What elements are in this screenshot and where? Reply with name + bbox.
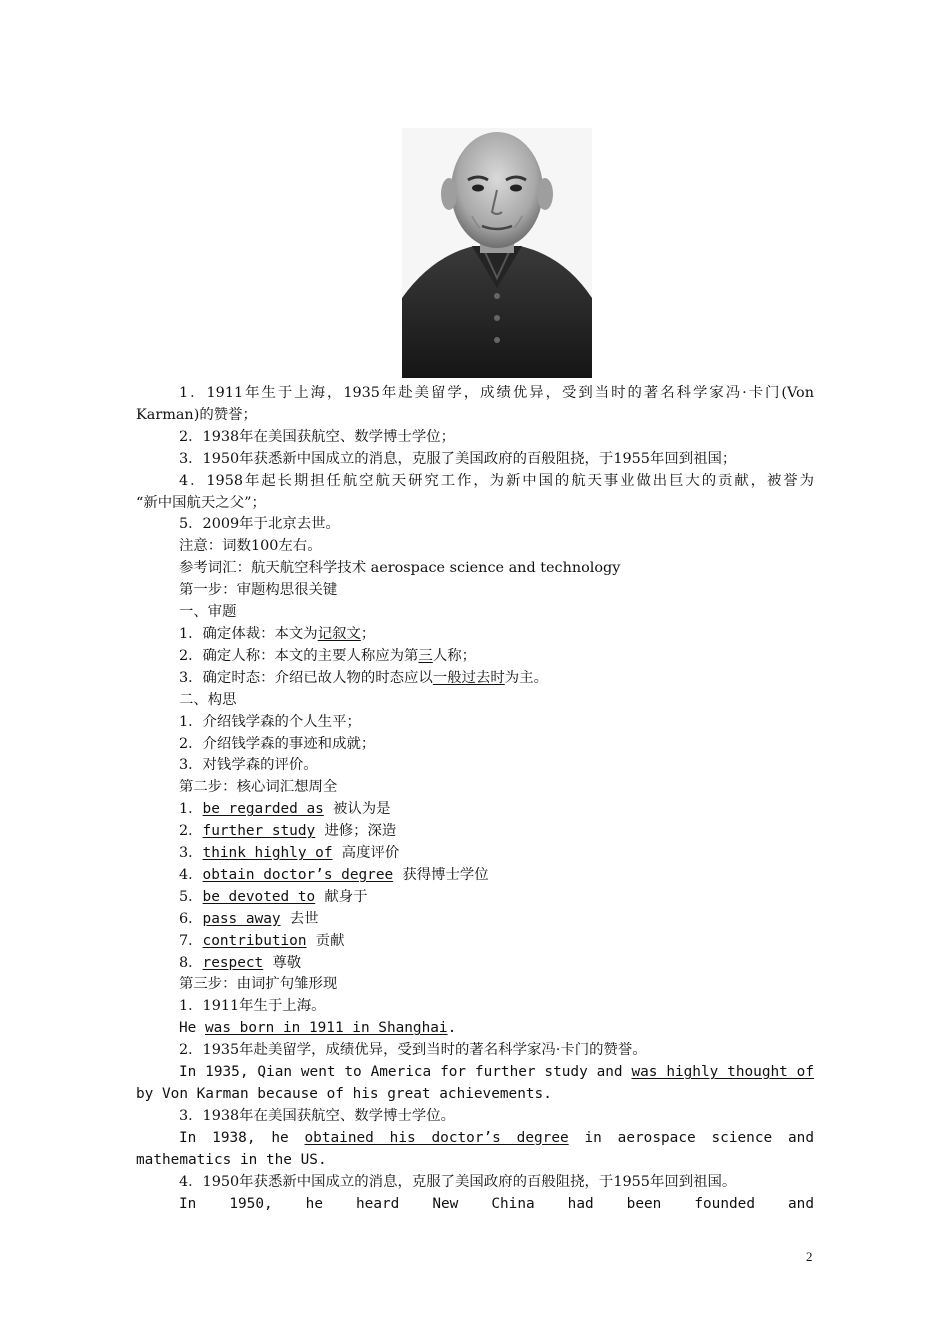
step-1-heading: 第一步：审题构思很关键 bbox=[179, 582, 338, 599]
body-text bbox=[136, 383, 814, 1215]
sentence-3-answer: In 1938, he obtained his doctor’s degree in aerospace science and mathematics in the US. bbox=[136, 1129, 814, 1168]
vocab-english: think highly of bbox=[202, 845, 333, 862]
vocab-english: further study bbox=[202, 823, 316, 840]
sentence-4-answer: In 1950, he heard New China had been founded and bbox=[179, 1195, 814, 1212]
vocab-chinese: 尊敬 bbox=[272, 954, 302, 971]
analysis-person: 2．确定人称：本文的主要人称应为第三人称； bbox=[179, 647, 477, 664]
vocab-item: 3．think highly of 高度评价 bbox=[179, 845, 400, 862]
word-count-note: 注意：词数100左右。 bbox=[179, 538, 322, 555]
page-number: 2 bbox=[806, 1249, 813, 1264]
vocab-chinese: 进修；深造 bbox=[324, 823, 397, 840]
fact-4-line-2: “新中国航天之父”； bbox=[136, 494, 266, 511]
sentence-1-prompt: 1．1911年生于上海。 bbox=[179, 998, 326, 1015]
answer-blank: was born in 1911 in Shanghai bbox=[205, 1020, 448, 1037]
outline-item-1: 1．介绍钱学森的个人生平； bbox=[179, 713, 361, 730]
reference-vocabulary: 参考词汇：航天航空科学技术 aerospace science and technology bbox=[179, 560, 621, 577]
vocab-item: 7．contribution 贡献 bbox=[179, 932, 345, 949]
fact-3: 3．1950年获悉新中国成立的消息，克服了美国政府的百般阻挠，于1955年回到祖国； bbox=[179, 450, 737, 467]
sentence-2-prompt: 2．1935年赴美留学，成绩优异，受到当时的著名科学家冯·卡门的赞誉。 bbox=[179, 1042, 647, 1059]
answer-blank: 三 bbox=[418, 647, 433, 664]
vocab-chinese: 高度评价 bbox=[341, 845, 400, 862]
vocab-english: pass away bbox=[202, 910, 281, 927]
vocab-english: obtain doctor’s degree bbox=[202, 866, 394, 883]
vocab-chinese: 去世 bbox=[289, 910, 319, 927]
analysis-genre: 1．确定体裁：本文为记叙文； bbox=[179, 625, 376, 642]
fact-1-line-2: Karman)的赞誉； bbox=[136, 406, 257, 423]
vocab-item: 5．be devoted to 献身于 bbox=[179, 888, 368, 905]
sentence-1-answer: He was born in 1911 in Shanghai. bbox=[179, 1020, 457, 1037]
section-outline-heading: 二、构思 bbox=[179, 691, 237, 708]
vocab-english: be regarded as bbox=[202, 801, 324, 818]
answer-blank: obtained his doctor’s degree bbox=[304, 1129, 569, 1146]
sentence-3-prompt: 3．1938年在美国获航空、数学博士学位。 bbox=[179, 1107, 456, 1124]
answer-blank: 记叙文 bbox=[317, 625, 361, 642]
vocab-chinese: 献身于 bbox=[324, 888, 368, 905]
section-analysis-heading: 一、审题 bbox=[179, 604, 237, 621]
vocab-item: 4．obtain doctor’s degree 获得博士学位 bbox=[179, 866, 489, 883]
vocab-item: 2．further study 进修；深造 bbox=[179, 823, 397, 840]
sentence-2-answer: In 1935, Qian went to America for further study and was highly thought of by Von Karman because of his great achievements. bbox=[136, 1064, 814, 1102]
fact-2: 2．1938年在美国获航空、数学博士学位； bbox=[179, 428, 456, 445]
answer-blank: 一般过去时 bbox=[432, 669, 505, 686]
vocab-english: respect bbox=[202, 954, 264, 971]
vocab-item: 8．respect 尊敬 bbox=[179, 954, 302, 971]
fact-5: 5．2009年于北京去世。 bbox=[179, 516, 340, 533]
vocab-english: be devoted to bbox=[202, 888, 316, 905]
vocab-english: contribution bbox=[202, 932, 307, 949]
analysis-tense: 3．确定时态：介绍已故人物的时态应以一般过去时为主。 bbox=[179, 669, 548, 686]
fact-4-line-1: 4．1958年起长期担任航空航天研究工作，为新中国的航天事业做出巨大的贡献，被誉为 bbox=[179, 472, 814, 489]
vocab-chinese: 被认为是 bbox=[333, 801, 391, 818]
portrait-photo bbox=[402, 128, 592, 378]
portrait-illustration bbox=[402, 128, 592, 378]
outline-item-2: 2．介绍钱学森的事迹和成就； bbox=[179, 735, 376, 752]
outline-item-3: 3．对钱学森的评价。 bbox=[179, 757, 318, 774]
sentence-4-prompt: 4．1950年获悉新中国成立的消息，克服了美国政府的百般阻挠，于1955年回到祖国。 bbox=[179, 1173, 737, 1190]
answer-blank: was highly thought of bbox=[631, 1064, 814, 1081]
step-3-heading: 第三步：由词扩句雏形现 bbox=[179, 976, 338, 993]
vocab-item: 1．be regarded as 被认为是 bbox=[179, 801, 391, 818]
fact-1-line-1: 1．1911年生于上海，1935年赴美留学，成绩优异，受到当时的著名科学家冯·卡门(Von bbox=[179, 385, 814, 401]
vocab-chinese: 贡献 bbox=[315, 932, 345, 949]
vocab-item: 6．pass away 去世 bbox=[179, 910, 319, 927]
step-2-heading: 第二步：核心词汇想周全 bbox=[179, 779, 338, 796]
vocab-chinese: 获得博士学位 bbox=[402, 866, 489, 883]
